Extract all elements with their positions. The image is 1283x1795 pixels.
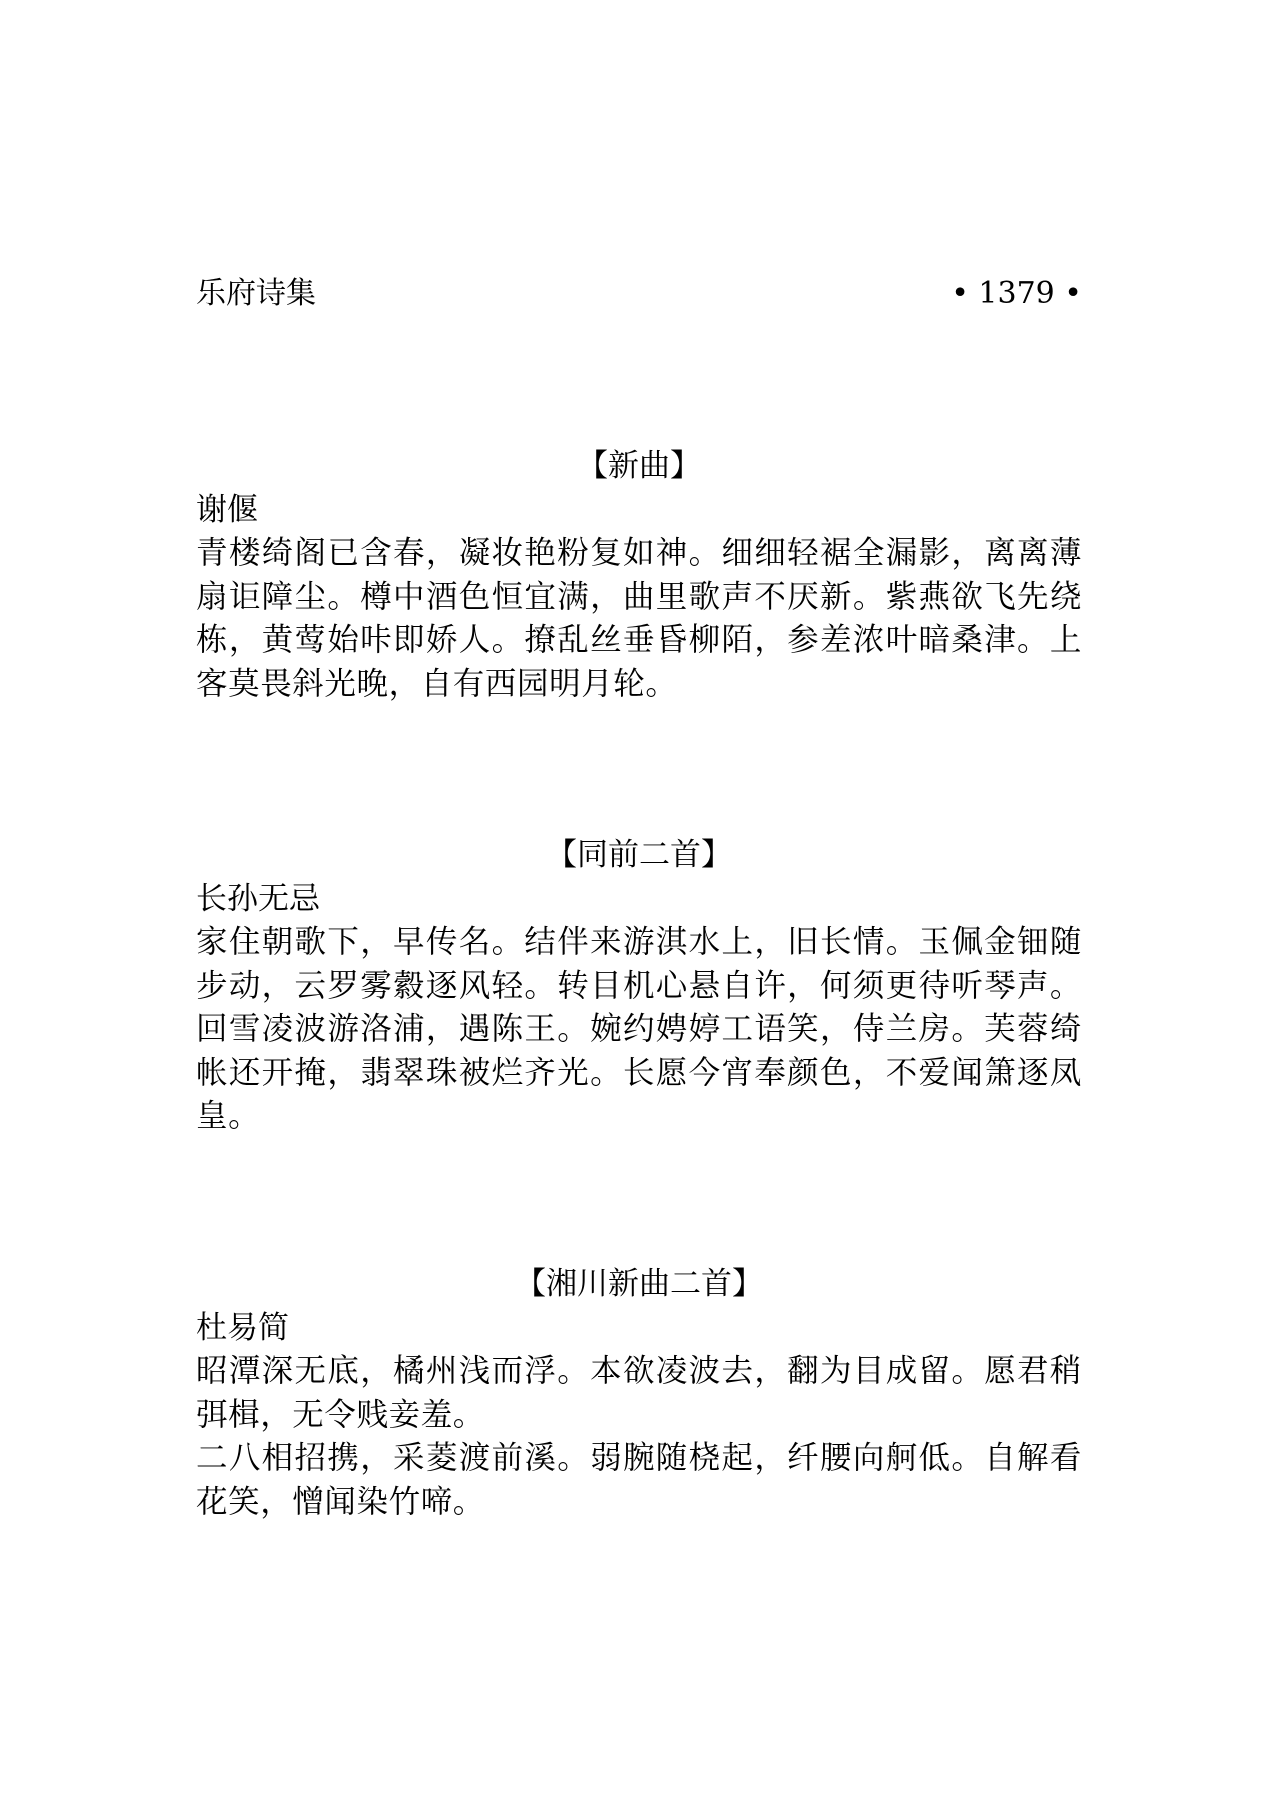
book-title: 乐府诗集 bbox=[196, 276, 316, 311]
page-number: • 1379 • bbox=[951, 276, 1082, 311]
poem-section bbox=[196, 444, 1082, 706]
poem-title: 【湘川新曲二首】 bbox=[515, 1266, 763, 1302]
poem-title: 【新曲】 bbox=[577, 448, 701, 484]
poem-author: 谢偃 bbox=[196, 492, 258, 528]
poem-section bbox=[196, 833, 1082, 1139]
poem-text: 二八相招携，采菱渡前溪。弱腕随桡起，纤腰向舸低。自解看花笑，憎闻染竹啼。 bbox=[196, 1440, 1082, 1520]
poem-author: 杜易简 bbox=[196, 1310, 289, 1346]
poem-author: 长孙无忌 bbox=[196, 881, 320, 917]
poem-title: 【同前二首】 bbox=[546, 837, 732, 873]
poem-text: 昭潭深无底，橘州浅而浮。本欲凌波去，翻为目成留。愿君稍弭楫，无令贱妾羞。 bbox=[196, 1353, 1082, 1433]
poem-section bbox=[196, 1262, 1082, 1524]
page-header bbox=[196, 272, 1082, 316]
poem-text: 青楼绮阁已含春，凝妆艳粉复如神。细细轻裾全漏影，离离薄扇讵障尘。樽中酒色恒宜满，曲里歌声不厌新。紫燕欲飞先绕栋，黄莺始咔即娇人。撩乱丝垂昏柳陌，参差浓叶暗桑津。上客莫畏斜光晚，自有西园明月轮。 bbox=[196, 535, 1082, 702]
poem-text: 家住朝歌下，早传名。结伴来游淇水上，旧长情。玉佩金钿随步动，云罗雾縠逐风轻。转目机心悬自许，何须更待听琴声。回雪凌波游洛浦，遇陈王。婉约娉婷工语笑，侍兰房。芙蓉绮帐还开掩，翡翠珠被烂齐光。长愿今宵奉颜色，不爱闻箫逐凤皇。 bbox=[196, 924, 1082, 1134]
